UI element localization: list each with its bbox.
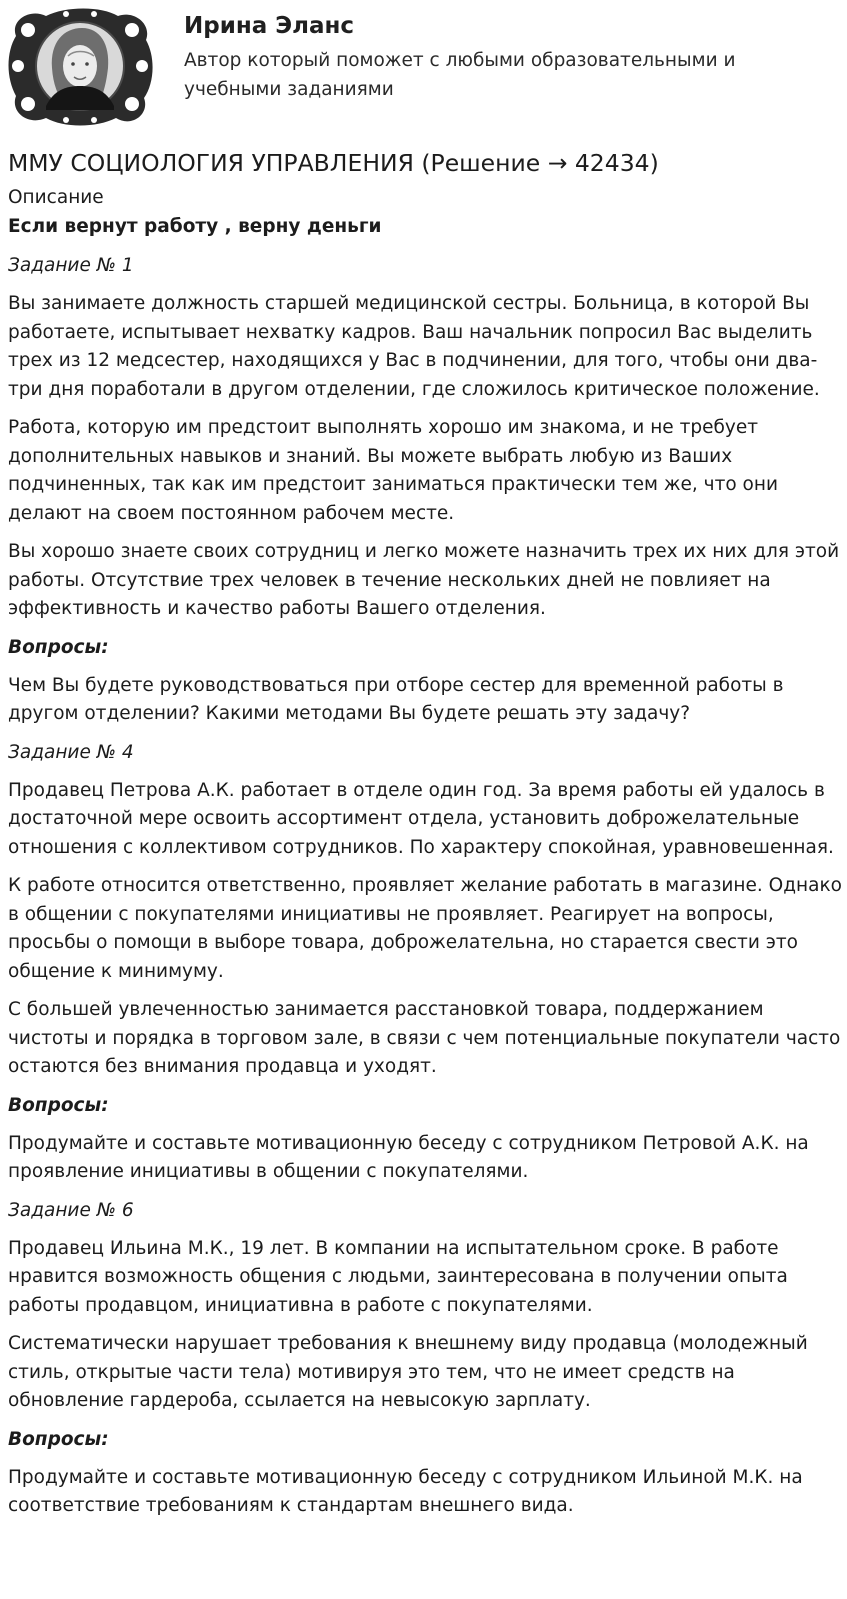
author-header <box>0 0 847 132</box>
questions-label: Вопросы: <box>8 1094 109 1116</box>
task-paragraph: Вы хорошо знаете своих сотрудниц и легко можете назначить трех их них для этой работы. Отсутствие трех человек в течение нескольких дней не повлияет на эффективность и качество работы Вашего отделения. <box>8 541 840 619</box>
task-paragraph: Продавец Петрова А.К. работает в отделе один год. За время работы ей удалось в достаточной мере освоить ассортимент отдела, установить доброжелательные отношения с коллективом сотрудников. По характеру спокойная, уравновешенная. <box>8 779 834 858</box>
task-title: Задание № 6 <box>8 1199 134 1221</box>
task-paragraph: Работа, которую им предстоит выполнять хорошо им знакома, и не требует дополнительных навыков и знаний. Вы можете выбрать любую из Ваших подчиненных, так как им предстоит заниматься практически тем же, что они делают на своем постоянном рабочем месте. <box>8 417 778 524</box>
task-paragraph: Продавец Ильина М.К., 19 лет. В компании на испытательном сроке. В работе нравится возможность общения с людьми, заинтересована в получении опыта работы продавцом, инициативна в работе с покупателями. <box>8 1237 788 1316</box>
task-paragraph: К работе относится ответственно, проявляет желание работать в магазине. Однако в общении с покупателями инициативы не проявляет. Реагирует на вопросы, просьбы о помощи в выборе товара, доброжелательна, но старается свести это общение к минимуму. <box>8 875 842 982</box>
task-section <box>8 739 843 1187</box>
task-title: Задание № 1 <box>8 255 134 276</box>
question-text: Продумайте и составьте мотивационную беседу с сотрудником Ильиной М.К. на соответствие требованиям к стандартам внешнего вида. <box>8 1466 803 1516</box>
task-section <box>8 252 843 729</box>
task-paragraph: Систематически нарушает требования к внешнему виду продавца (молодежный стиль, открытые части тела) мотивируя это тем, что не имеет средств на обновление гардероба, ссылается на невысокую зарплату. <box>8 1333 808 1411</box>
lead-text: Если вернут работу , верну деньги <box>8 216 382 237</box>
question-text: Продумайте и составьте мотивационную беседу с сотрудником Петровой А.К. на проявление инициативы в общении с покупателями. <box>8 1132 809 1182</box>
task-paragraph: С большей увлеченностью занимается расстановкой товара, поддержанием чистоты и порядка в торговом зале, в связи с чем потенциальные покупатели часто остаются без внимания продавца и уходят. <box>8 999 841 1077</box>
task-title: Задание № 4 <box>8 741 134 763</box>
task-paragraph: Вы занимаете должность старшей медицинской сестры. Больница, в которой Вы работаете, испытывает нехватку кадров. Ваш начальник попросил Вас выделить трех из 12 медсестер, находящихся у Вас в подчинении, для того, чтобы они два-три дня поработали в другом отделении, где сложилось критическое положение. <box>8 293 820 400</box>
page-title: ММУ СОЦИОЛОГИЯ УПРАВЛЕНИЯ (Решение → 42434) <box>8 149 659 177</box>
description-label: Описание <box>8 187 104 208</box>
author-avatar <box>6 6 154 126</box>
questions-label: Вопросы: <box>8 636 109 658</box>
task-section <box>8 1197 843 1521</box>
author-description: Автор который поможет с любыми образовательными и учебными заданиями <box>184 50 736 100</box>
question-text: Чем Вы будете руководствоваться при отборе сестер для временной работы в другом отделении? Какими методами Вы будете решать эту задачу? <box>8 674 784 724</box>
author-name: Ирина Эланс <box>184 13 355 39</box>
document-body <box>8 146 843 1531</box>
questions-label: Вопросы: <box>8 1428 109 1450</box>
